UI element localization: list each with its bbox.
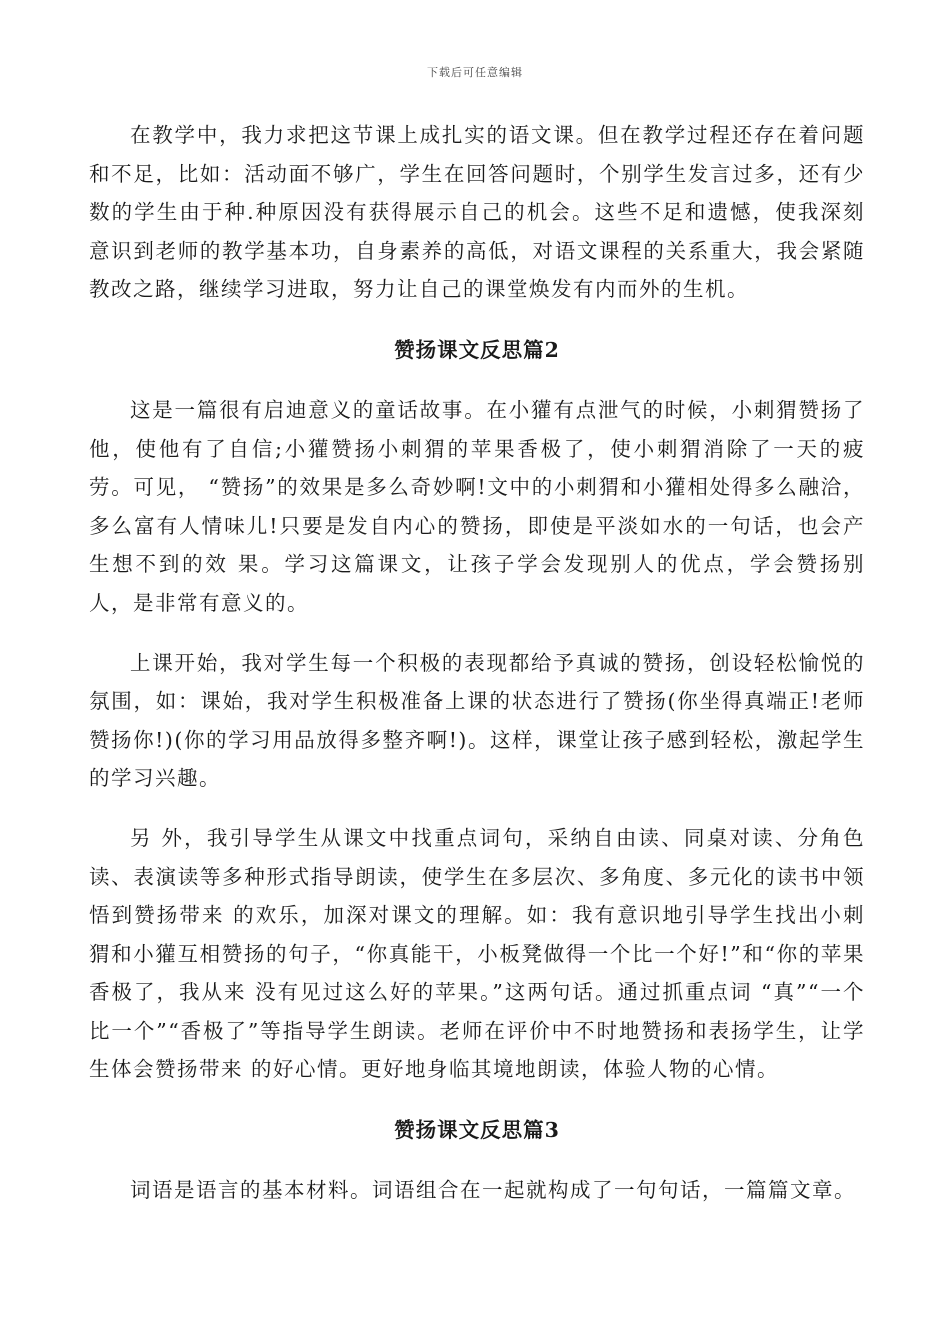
paragraph-gap bbox=[89, 623, 865, 644]
paragraph-story: 这是一篇很有启迪意义的童话故事。在小獾有点泄气的时候，小刺猬赞扬了他，使他有了自信;小獾赞扬小刺猬的苹果香极了，使小刺猬消除了一天的疲劳。可见， “赞扬”的效果是多么奇妙啊!文中的小刺猬和小獾相处得多么融洽，多么富有人情味儿!只要是发自内心的赞扬，即使是平淡如水的一句话，也会产生想不到的效 果。学习这篇课文，让孩子学会发现别人的优点，学会赞扬别人，是非常有意义的。 bbox=[89, 397, 865, 615]
paragraph-reading-guide: 另 外，我引导学生从课文中找重点词句，采纳自由读、同桌对读、分角色读、表演读等多种形式指导朗读，使学生在多层次、多角度、多元化的读书中领悟到赞扬带来 的欢乐，加深对课文的理解。如：我有意识地引导学生找出小刺猬和小獾互相赞扬的句子，“你真能干，小板凳做得一个比一个好!”和“你的苹果香极了，我从来 没有见过这么好的苹果。”这两句话。通过抓重点词 “真”“一个比一个”“香极了”等指导学生朗读。老师在评价中不时地赞扬和表扬学生，让学生体会赞扬带来 的好心情。更好地身临其境地朗读，体验人物的心情。 bbox=[89, 825, 865, 1082]
section-heading-2: 赞扬课文反思篇2 bbox=[394, 337, 560, 362]
section-heading-3: 赞扬课文反思篇3 bbox=[394, 1118, 560, 1143]
paragraph-vocabulary: 词语是语言的基本材料。词语组合在一起就构成了一句句话，一篇篇文章。 bbox=[130, 1178, 856, 1203]
page-header-note: 下载后可任意编辑 bbox=[427, 66, 523, 79]
paragraph-gap bbox=[89, 798, 865, 819]
paragraph-intro: 在教学中，我力求把这节课上成扎实的语文课。但在教学过程还存在着问题和不足，比如：活动面不够广，学生在回答问题时，个别学生发言过多，还有少数的学生由于种.种原因没有获得展示自己的机会。这些不足和遗憾，使我深刻意识到老师的教学基本功，自身素养的高低，对语文课程的关系重大，我会紧随教改之路，继续学习进取，努力让自己的课堂焕发有内而外的生机。 bbox=[89, 123, 865, 302]
document-body bbox=[89, 116, 865, 1210]
section-heading-wrap bbox=[89, 330, 865, 370]
paragraph-class-start: 上课开始，我对学生每一个积极的表现都给予真诚的赞扬，创设轻松愉悦的氛围，如：课始，我对学生积极准备上课的状态进行了赞扬(你坐得真端正!老师赞扬你!)(你的学习用品放得多整齐啊!)。这样，课堂让孩子感到轻松，激起学生的学习兴趣。 bbox=[89, 650, 865, 791]
section-heading-wrap bbox=[89, 1110, 865, 1150]
